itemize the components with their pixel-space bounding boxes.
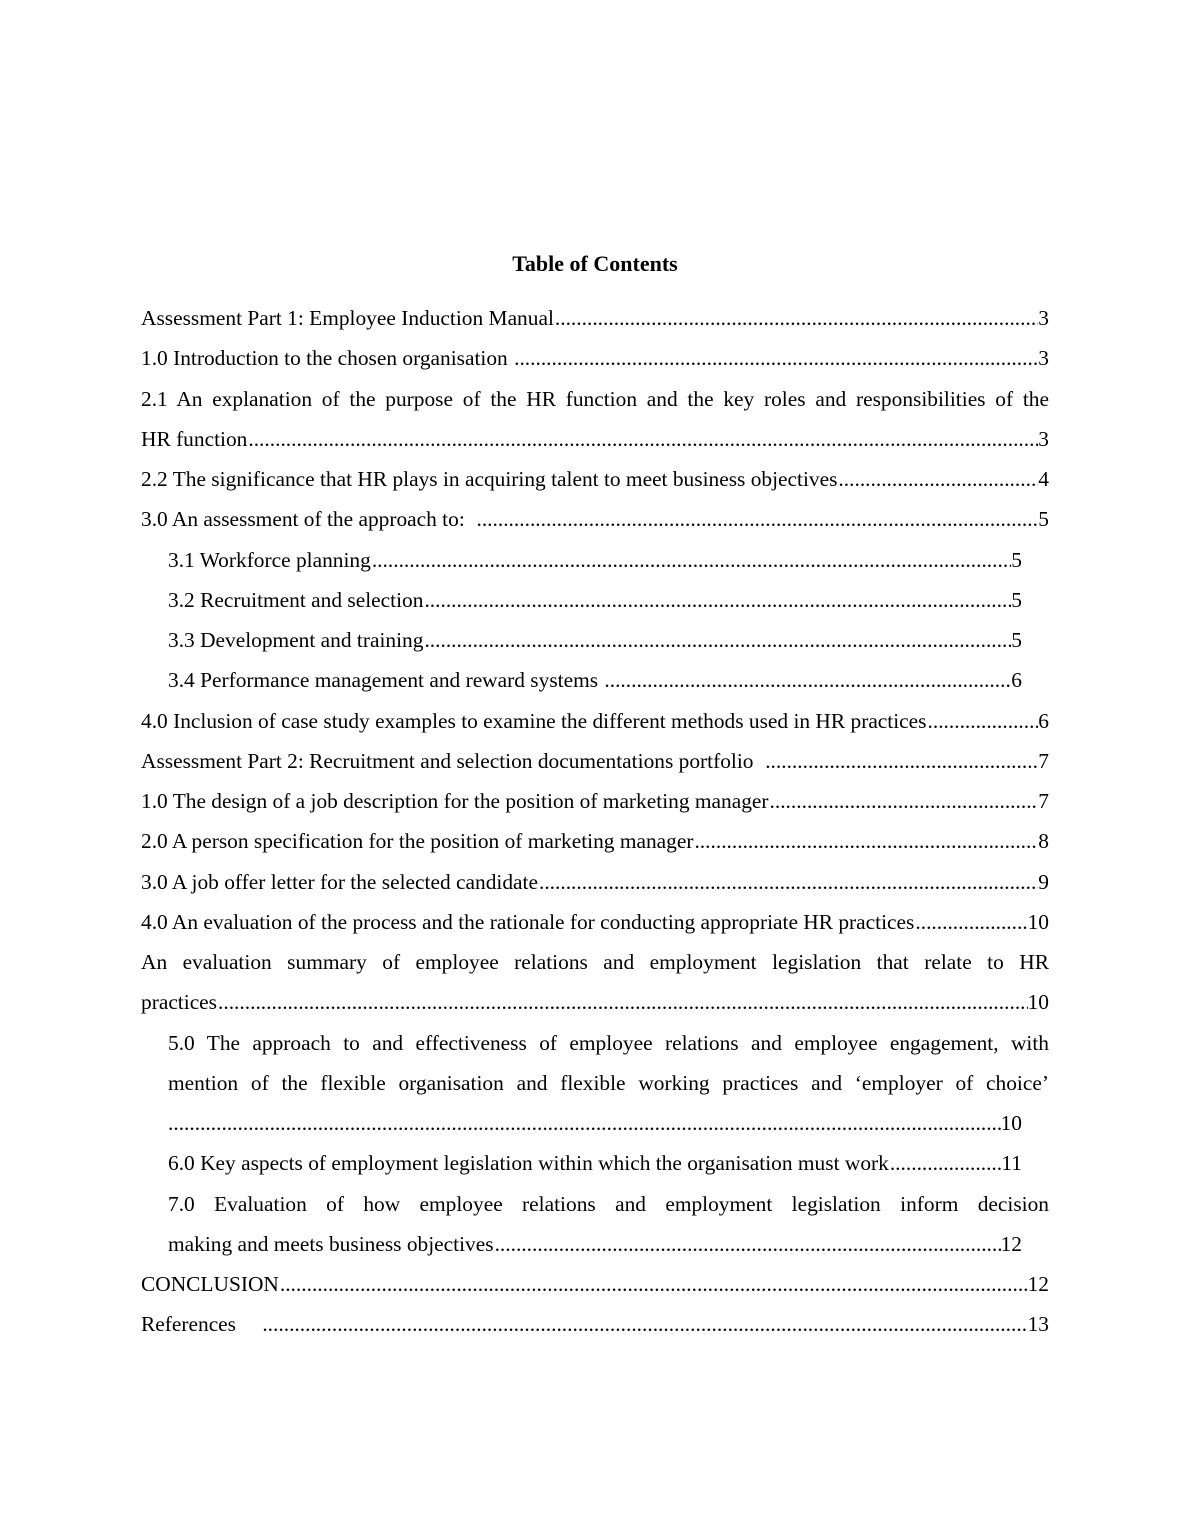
dot-leader xyxy=(538,862,1038,902)
entry-text: 3.2 Recruitment and selection xyxy=(168,587,424,612)
page-number: 5 xyxy=(1038,507,1049,532)
dot-leader xyxy=(603,660,1011,700)
page-number: 5 xyxy=(1011,547,1022,572)
toc-entry[interactable] xyxy=(141,459,1049,499)
entry-text: 3.1 Workforce planning xyxy=(168,547,371,572)
entry-text-line2: practices xyxy=(141,990,218,1015)
toc-entry[interactable] xyxy=(141,1143,1022,1183)
page-number: 11 xyxy=(1001,1151,1022,1176)
entry-text: CONCLUSION xyxy=(141,1272,279,1296)
dot-leader xyxy=(769,781,1039,821)
entry-text-line1: 7.0 Evaluation of how employee relations and employment legislation inform decision xyxy=(168,1191,1049,1216)
entry-text-line1: An evaluation summary of employee relations and employment legislation that relate to HR xyxy=(141,950,1049,974)
toc-title: Table of Contents xyxy=(512,251,678,276)
table-of-contents xyxy=(141,298,1049,1345)
entry-text-line2: mention of the flexible organisation and flexible working practices and ‘employer of choice’ xyxy=(168,1070,1049,1095)
entry-text: 1.0 Introduction to the chosen organisation xyxy=(141,346,514,371)
entry-text-line1: 5.0 The approach to and effectiveness of employee relations and employee engagement, with xyxy=(168,1030,1049,1055)
page-number: 8 xyxy=(1038,829,1049,854)
toc-entry[interactable] xyxy=(141,1023,1049,1144)
dot-leader xyxy=(371,540,1011,580)
entry-text: 2.2 The significance that HR plays in acquiring talent to meet business objectives xyxy=(141,467,838,491)
page-number: 10 xyxy=(1027,990,1049,1015)
dot-leader xyxy=(914,902,1027,942)
toc-entry[interactable] xyxy=(141,942,1049,1023)
entry-text: 2.0 A person specification for the position of marketing manager xyxy=(141,829,694,854)
entry-text: 3.4 Performance management and reward systems xyxy=(168,668,604,693)
toc-entry[interactable] xyxy=(141,298,1049,338)
entry-text-line2: HR function xyxy=(141,426,248,451)
dot-leader xyxy=(217,982,1028,1022)
entry-text: Assessment Part 2: Recruitment and selection documentations portfolio xyxy=(141,748,765,773)
entry-text: 3.0 A job offer letter for the selected candidate xyxy=(141,869,538,894)
dot-leader xyxy=(693,821,1038,861)
dot-leader xyxy=(927,701,1039,741)
toc-entry[interactable] xyxy=(141,379,1049,460)
entry-text: 6.0 Key aspects of employment legislation within which the organisation must work xyxy=(168,1151,889,1176)
toc-entry[interactable] xyxy=(141,338,1049,378)
toc-entry[interactable] xyxy=(141,902,1049,942)
toc-entry[interactable] xyxy=(141,1264,1049,1304)
toc-entry[interactable] xyxy=(141,821,1049,861)
page-number: 5 xyxy=(1011,628,1022,652)
dot-leader xyxy=(247,419,1038,459)
dot-leader xyxy=(837,459,1038,499)
page-number: 6 xyxy=(1038,708,1049,733)
toc-entry[interactable] xyxy=(141,499,1049,539)
page-number: 3 xyxy=(1038,346,1049,371)
dot-leader xyxy=(168,1103,1001,1143)
page-number: 4 xyxy=(1038,467,1049,491)
page-number: 12 xyxy=(1000,1231,1022,1256)
entry-text: 4.0 An evaluation of the process and the rationale for conducting appropriate HR practices xyxy=(141,909,915,934)
toc-entry[interactable] xyxy=(141,701,1049,741)
toc-entry[interactable] xyxy=(141,781,1049,821)
page-number: 3 xyxy=(1038,306,1049,330)
dot-leader xyxy=(513,338,1038,378)
dot-leader xyxy=(261,1304,1027,1344)
dot-leader xyxy=(494,1224,1001,1264)
page-number: 12 xyxy=(1027,1272,1049,1296)
page-number: 9 xyxy=(1038,869,1049,894)
page-number: 10 xyxy=(1000,1111,1022,1135)
page-number: 13 xyxy=(1027,1312,1049,1337)
page-number: 7 xyxy=(1038,748,1049,773)
toc-entry[interactable] xyxy=(141,1184,1049,1265)
dot-leader xyxy=(423,580,1011,620)
dot-leader xyxy=(279,1264,1028,1304)
dot-leader xyxy=(889,1143,1002,1183)
page-number: 6 xyxy=(1011,668,1022,693)
entry-text: References xyxy=(141,1312,237,1337)
toc-entry[interactable] xyxy=(141,741,1049,781)
dot-leader xyxy=(554,298,1038,338)
entry-text: 4.0 Inclusion of case study examples to examine the different methods used in HR practices xyxy=(141,708,927,733)
toc-entry[interactable] xyxy=(141,620,1022,660)
toc-entry[interactable] xyxy=(141,580,1022,620)
toc-entry[interactable] xyxy=(141,660,1022,700)
toc-entry[interactable] xyxy=(141,862,1049,902)
dot-leader xyxy=(423,620,1011,660)
entry-text: 3.3 Development and training xyxy=(168,628,424,652)
entry-text-line2: making and meets business objectives xyxy=(168,1231,494,1256)
page-number: 10 xyxy=(1027,909,1049,934)
entry-text: 3.0 An assessment of the approach to: xyxy=(141,507,476,532)
page-number: 5 xyxy=(1011,587,1022,612)
page-number: 3 xyxy=(1038,426,1049,451)
dot-leader xyxy=(764,741,1038,781)
entry-text: Assessment Part 1: Employee Induction Manual xyxy=(141,306,554,330)
toc-entry[interactable] xyxy=(141,540,1022,580)
entry-text: 1.0 The design of a job description for the position of marketing manager xyxy=(141,789,769,813)
entry-text-line1: 2.1 An explanation of the purpose of the HR function and the key roles and responsibilities of the xyxy=(141,386,1049,411)
toc-entry[interactable] xyxy=(141,1304,1049,1344)
dot-leader xyxy=(475,499,1038,539)
page-number: 7 xyxy=(1038,789,1049,813)
